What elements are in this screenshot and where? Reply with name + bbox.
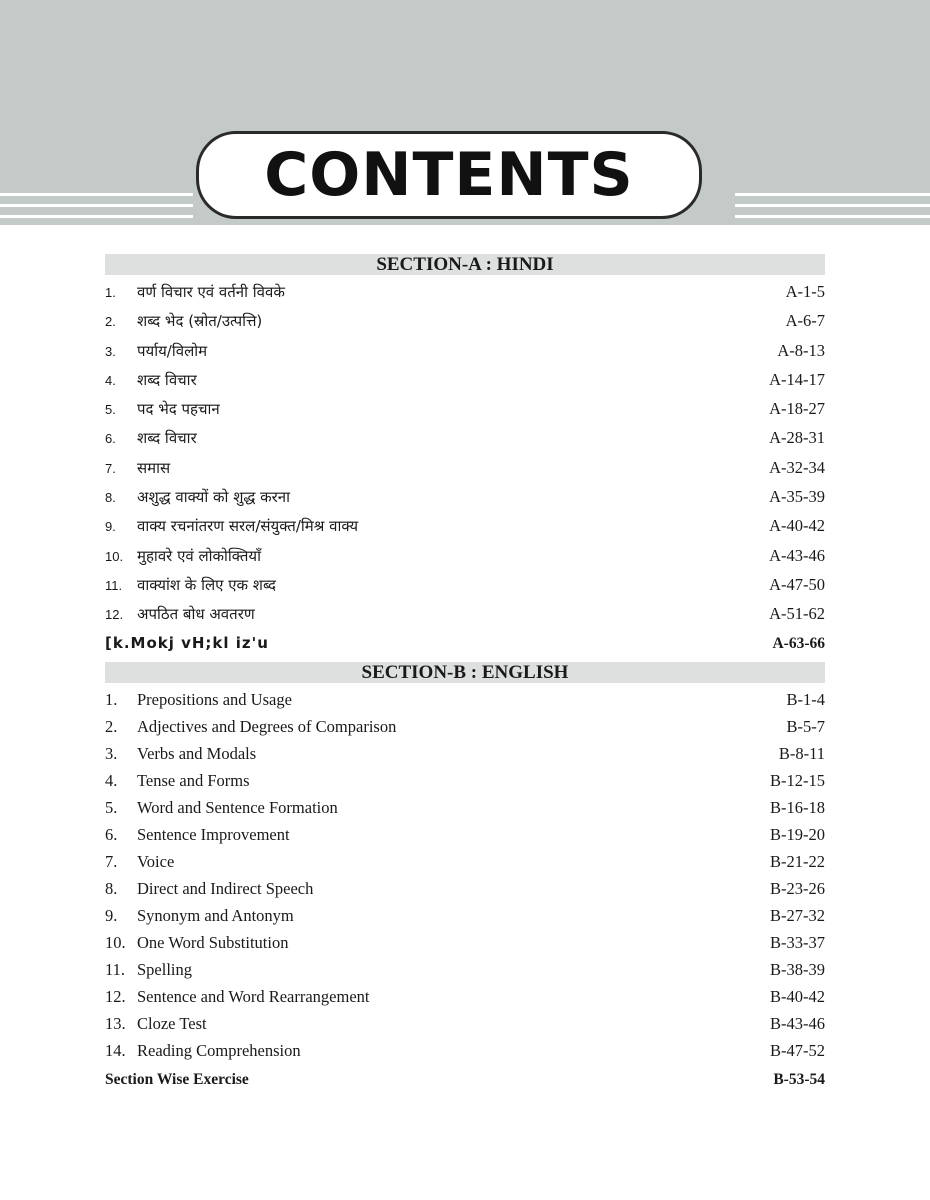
item-number: 13. <box>105 1014 126 1033</box>
item-title: पर्याय/विलोम <box>137 341 208 360</box>
item-page: A-35-39 <box>769 487 825 507</box>
item-number: 14. <box>105 1041 126 1060</box>
item-page: A-32-34 <box>769 457 825 477</box>
item-title: वाक्य रचनांतरण सरल/संयुक्त/मिश्र वाक्य <box>137 517 359 536</box>
toc-row[interactable] <box>105 370 825 399</box>
toc-row[interactable] <box>105 744 825 771</box>
item-page: B-8-11 <box>778 744 825 763</box>
item-page: A-51-62 <box>769 604 825 624</box>
item-number: 4. <box>105 771 118 790</box>
exercise-title: Section Wise Exercise <box>105 1071 249 1088</box>
item-title: अशुद्ध वाक्यों को शुद्ध करना <box>137 488 291 507</box>
item-title: Tense and Forms <box>137 771 250 790</box>
exercise-title: [k.Mokj vH;kl iz'u <box>105 633 269 652</box>
item-title: Prepositions and Usage <box>137 690 292 709</box>
toc-row[interactable] <box>105 825 825 852</box>
item-title: शब्द विचार <box>137 370 197 389</box>
item-title: वाक्यांश के लिए एक शब्द <box>137 575 276 594</box>
toc-row-exercise[interactable] <box>105 1071 825 1098</box>
item-page: A-28-31 <box>769 428 825 448</box>
item-number: 11. <box>105 960 126 979</box>
item-number: 11. <box>105 577 123 593</box>
item-number: 12. <box>105 987 126 1006</box>
toc-row[interactable] <box>105 771 825 798</box>
exercise-page: A-63-66 <box>772 634 825 652</box>
item-page: B-21-22 <box>770 852 825 871</box>
item-page: B-40-42 <box>770 987 825 1006</box>
item-page: B-33-37 <box>770 933 825 952</box>
item-number: 10. <box>105 933 126 952</box>
section-a-heading: SECTION-A : HINDI <box>105 254 825 275</box>
item-title: Cloze Test <box>137 1014 207 1033</box>
decorative-stripes-right <box>735 193 930 219</box>
item-title: अपठित बोध अवतरण <box>137 605 255 624</box>
item-number: 6. <box>105 825 118 844</box>
item-title: Reading Comprehension <box>137 1041 301 1060</box>
toc-row[interactable] <box>105 428 825 457</box>
item-page: B-12-15 <box>770 771 825 790</box>
item-number: 1. <box>105 690 118 709</box>
item-page: B-27-32 <box>770 906 825 925</box>
toc-row[interactable] <box>105 879 825 906</box>
item-page: A-18-27 <box>769 399 825 419</box>
item-title: Adjectives and Degrees of Comparison <box>137 717 397 736</box>
item-title: Sentence and Word Rearrangement <box>137 987 370 1006</box>
item-title: One Word Substitution <box>137 933 289 952</box>
section-b-list <box>105 690 825 1098</box>
section-b-heading: SECTION-B : ENGLISH <box>105 662 825 683</box>
toc-row[interactable] <box>105 933 825 960</box>
toc-row[interactable] <box>105 516 825 545</box>
decorative-stripes-left <box>0 193 193 219</box>
item-number: 12. <box>105 607 124 623</box>
item-title: पद भेद पहचान <box>137 400 220 419</box>
item-number: 8. <box>105 879 118 898</box>
item-page: A-43-46 <box>769 545 825 565</box>
item-title: Synonym and Antonym <box>137 906 294 925</box>
item-title: Verbs and Modals <box>137 744 257 763</box>
item-number: 2. <box>105 314 116 330</box>
item-title: Direct and Indirect Speech <box>137 879 314 898</box>
item-page: A-6-7 <box>785 311 825 331</box>
toc-row[interactable] <box>105 852 825 879</box>
toc-row[interactable] <box>105 575 825 604</box>
item-title: समास <box>137 458 171 477</box>
toc-row[interactable] <box>105 690 825 717</box>
page-title: CONTENTS <box>264 140 634 210</box>
toc-row-exercise[interactable] <box>105 634 825 663</box>
item-page: A-47-50 <box>769 574 825 594</box>
item-page: A-40-42 <box>769 516 825 536</box>
item-title: शब्द भेद (स्रोत/उत्पत्ति) <box>137 312 263 331</box>
item-title: शब्द विचार <box>137 429 197 448</box>
item-page: B-43-46 <box>770 1014 825 1033</box>
toc-row[interactable] <box>105 458 825 487</box>
toc-row[interactable] <box>105 546 825 575</box>
toc-row[interactable] <box>105 311 825 340</box>
toc-row[interactable] <box>105 282 825 311</box>
section-a-list <box>105 282 825 663</box>
toc-row[interactable] <box>105 987 825 1014</box>
item-title: मुहावरे एवं लोकोक्तियाँ <box>137 546 261 565</box>
toc-row[interactable] <box>105 604 825 633</box>
item-page: B-16-18 <box>770 798 825 817</box>
item-number: 8. <box>105 490 116 506</box>
item-title: Voice <box>137 852 175 871</box>
item-number: 5. <box>105 798 118 817</box>
toc-row[interactable] <box>105 1014 825 1041</box>
item-number: 7. <box>105 852 118 871</box>
toc-row[interactable] <box>105 906 825 933</box>
item-number: 2. <box>105 717 118 736</box>
item-number: 6. <box>105 431 116 447</box>
item-page: B-1-4 <box>786 690 825 709</box>
toc-row[interactable] <box>105 717 825 744</box>
item-number: 5. <box>105 402 116 418</box>
item-page: B-23-26 <box>770 879 825 898</box>
toc-row[interactable] <box>105 960 825 987</box>
item-number: 10. <box>105 548 124 564</box>
item-page: B-19-20 <box>770 825 825 844</box>
item-page: B-5-7 <box>786 717 825 736</box>
item-number: 7. <box>105 460 116 476</box>
title-pill <box>196 131 702 219</box>
item-title: वर्ण विचार एवं वर्तनी विवके <box>137 283 285 301</box>
item-number: 3. <box>105 343 116 359</box>
item-title: Spelling <box>137 960 193 979</box>
item-page: A-8-13 <box>777 340 825 360</box>
item-number: 4. <box>105 372 116 388</box>
item-number: 9. <box>105 906 118 925</box>
exercise-page: B-53-54 <box>773 1071 825 1088</box>
item-page: B-47-52 <box>770 1041 825 1060</box>
item-title: Word and Sentence Formation <box>137 798 338 817</box>
toc-row[interactable] <box>105 341 825 370</box>
item-number: 1. <box>105 285 116 300</box>
item-page: B-38-39 <box>770 960 825 979</box>
item-number: 3. <box>105 744 118 763</box>
toc-row[interactable] <box>105 399 825 428</box>
item-title: Sentence Improvement <box>137 825 290 844</box>
item-number: 9. <box>105 519 116 535</box>
toc-row[interactable] <box>105 1041 825 1068</box>
toc-row[interactable] <box>105 487 825 516</box>
toc-row[interactable] <box>105 798 825 825</box>
item-page: A-14-17 <box>769 369 825 389</box>
item-page: A-1-5 <box>785 282 825 301</box>
